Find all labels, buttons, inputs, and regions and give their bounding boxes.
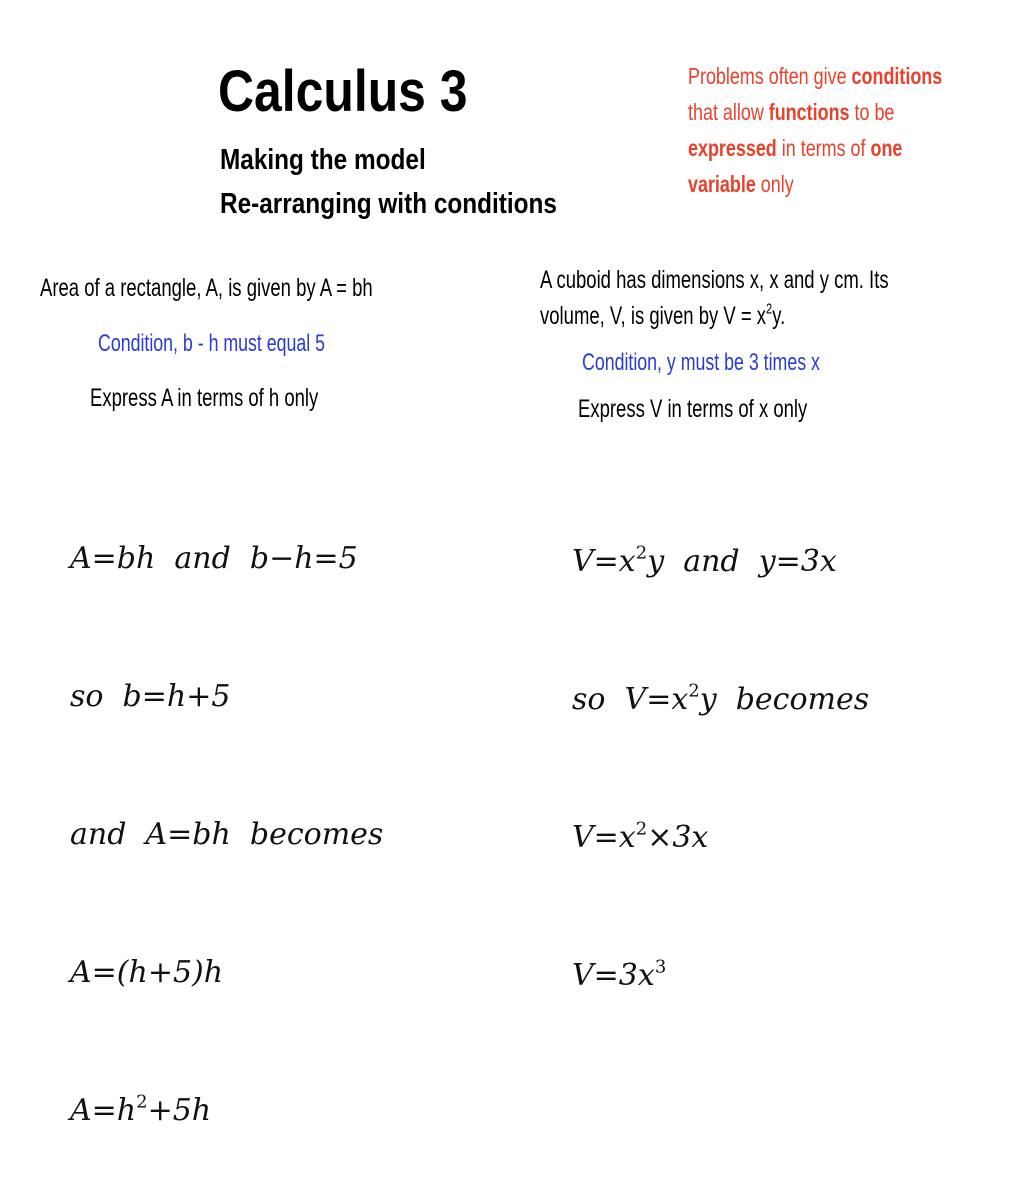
math-text: V=x xyxy=(572,820,636,855)
statement-exponent: 2 xyxy=(766,300,773,318)
subtitle-line-2: Re-arranging with conditions xyxy=(220,188,557,220)
note-line-3 xyxy=(688,130,953,166)
note-line-1 xyxy=(688,58,953,94)
note-keyword-variable: variable xyxy=(688,171,756,197)
left-working-line-1: A=bh and b−h=5 xyxy=(70,541,358,576)
note-keyword-expressed: expressed xyxy=(688,135,777,161)
right-working-line-3 xyxy=(572,815,869,861)
note-line-2 xyxy=(688,94,953,130)
math-text: y becomes xyxy=(699,682,870,717)
statement-text: volume, V, is given by V = x xyxy=(540,302,767,330)
math-text: V=3x xyxy=(572,958,655,993)
math-text: ×3x xyxy=(647,820,709,855)
right-task: Express V in terms of x only xyxy=(578,395,808,423)
right-condition: Condition, y must be 3 times x xyxy=(582,349,820,376)
note-text: that allow xyxy=(688,99,769,125)
left-condition: Condition, b - h must equal 5 xyxy=(98,330,326,357)
math-exponent: 2 xyxy=(635,542,648,564)
statement-text: y. xyxy=(772,302,786,330)
math-text: +5h xyxy=(147,1093,212,1128)
note-text: in terms of xyxy=(776,135,871,161)
math-text: A=h xyxy=(70,1093,137,1128)
left-working-line-4: A=(h+5)h xyxy=(70,955,224,990)
subtitle-line-1: Making the model xyxy=(220,144,426,176)
math-text: V=x xyxy=(572,544,636,579)
note-text: only xyxy=(755,171,794,197)
note-line-4 xyxy=(688,166,953,202)
left-working-line-5 xyxy=(70,1088,383,1134)
right-working-line-4 xyxy=(572,953,869,999)
conditions-note xyxy=(688,58,953,202)
right-statement-line-2 xyxy=(540,302,785,331)
right-working xyxy=(572,447,869,1045)
slide-subtitle xyxy=(220,138,557,226)
math-exponent: 2 xyxy=(635,818,648,840)
math-exponent: 3 xyxy=(654,956,667,978)
right-statement-line-1: A cuboid has dimensions x, x and y cm. Its xyxy=(540,266,889,294)
left-statement: Area of a rectangle, A, is given by A = bh xyxy=(40,274,373,302)
note-keyword-functions: functions xyxy=(768,99,850,125)
left-task: Express A in terms of h only xyxy=(90,384,319,412)
math-exponent: 2 xyxy=(136,1091,148,1113)
right-working-line-1 xyxy=(572,539,869,585)
note-text: Problems often give xyxy=(688,63,852,89)
note-keyword-one: one xyxy=(870,135,903,161)
left-working xyxy=(70,444,383,1180)
math-text: so V=x xyxy=(572,682,689,717)
left-working-line-3: and A=bh becomes xyxy=(70,817,384,852)
slide-title: Calculus 3 xyxy=(218,59,468,124)
note-keyword-conditions: conditions xyxy=(851,63,943,89)
right-working-line-2 xyxy=(572,677,869,723)
left-working-line-2: so b=h+5 xyxy=(70,679,231,714)
note-text: to be xyxy=(849,99,895,125)
math-text: y and y=3x xyxy=(647,544,837,579)
math-exponent: 2 xyxy=(688,680,700,702)
